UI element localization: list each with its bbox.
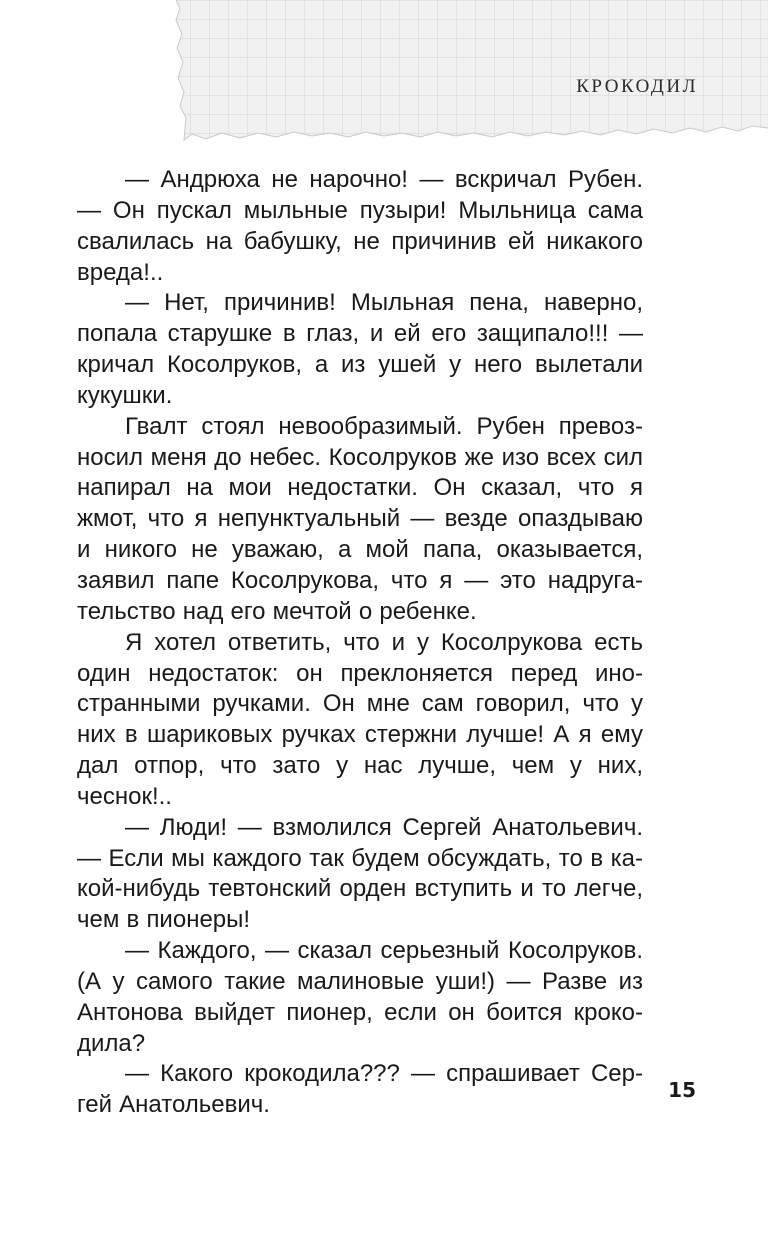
paragraph: — Нет, причинив! Мыльная пена, наверно, попала старушке в глаз, и ей его защипало!!! — кричал Косолруков, а из ушей у него вылетали кукушки. — [77, 289, 643, 409]
body-text — [77, 165, 643, 1121]
paragraph: Гвалт стоял невообразимый. Рубен превозносил меня до небес. Косолруков же изо всех сил напирал на мои недостатки. Он сказал, что я жмот, что я непунктуальный — везде опаздываю и никого не уважаю, а мой папа, оказывается, заявил папе Косолрукова, что я — это надругательство над его мечтой о ребенке. — [77, 412, 643, 625]
paragraph: — Каждого, — сказал серьезный Косолруков. (А у самого такие малиновые уши!) — Разве из Антонова выйдет пионер, если он боится крокодила? — [77, 937, 643, 1057]
paragraph: Я хотел ответить, что и у Косолрукова есть один недостаток: он преклоняется перед иностранными ручками. Он мне сам говорил, что у них в шариковых ручках стержни лучше! А я ему дал отпор, что зато у нас лучше, чем у них, чеснок!.. — [77, 628, 643, 810]
paragraph: — Андрюха не нарочно! — вскричал Рубен. — Он пускал мыльные пузыри! Мыльница сама свалилась на бабушку, не причинив ей никакого вреда!.. — [77, 166, 643, 286]
running-title: КРОКОДИЛ — [576, 76, 698, 97]
paragraph: — Какого крокодила??? — спрашивает Сергей Анатольевич. — [77, 1060, 643, 1119]
page-number: 15 — [668, 1078, 696, 1102]
paragraph: — Люди! — взмолился Сергей Анатольевич. — Если мы каждого так будем обсуждать, то в какой-нибудь тевтонский орден вступить и то легче, чем в пионеры! — [77, 813, 643, 934]
